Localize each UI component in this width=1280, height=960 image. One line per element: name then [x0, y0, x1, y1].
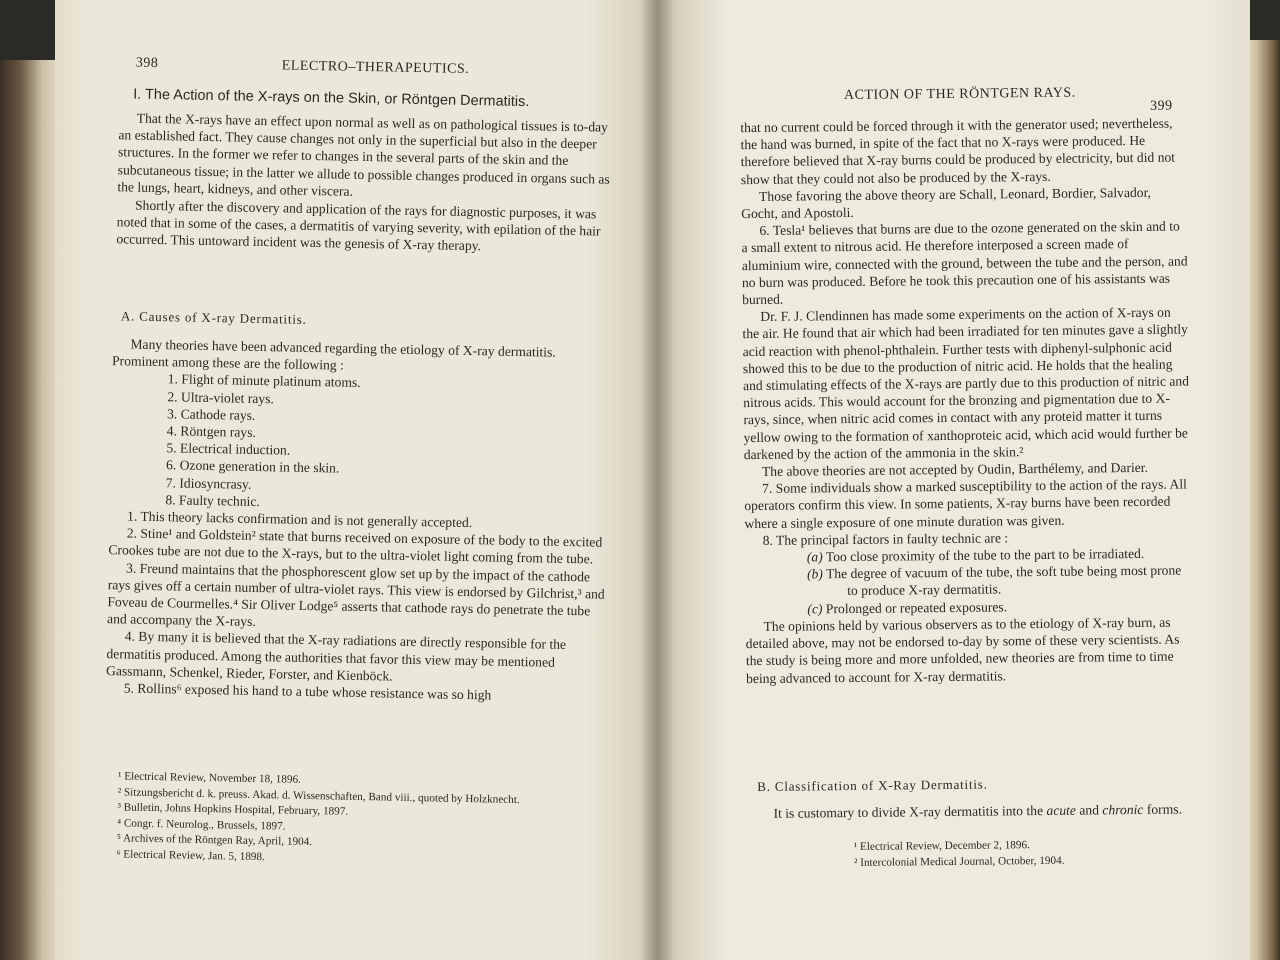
left-body-2	[106, 335, 611, 706]
list-item: 5. Electrical induction.	[166, 440, 291, 458]
factor-text: Too close proximity of the tube to the part to be irradiated.	[825, 546, 1145, 565]
left-para-1: That the X-rays have an effect upon normal as well as on pathological tissues is to-day an established fact. They cause changes not only in the superficial but also in the deeper structures. In the former we refer to changes in the several parts of the skin and the subcutaneous tissue; in the latter we allude to possible changes produced in organs such as the lungs, heart, kidneys, and other viscera.	[117, 110, 610, 199]
factor-letter: (b)	[806, 566, 823, 582]
right-para-4: Dr. F. J. Clendinnen has made some experiments on the action of X-rays on the air. He found that air which had been irradiated for ten minutes gave a slightly acid reaction with phenol-phthalein. Further tests with diphenyl-sulphonic acid showed this to be due to the production of nitric acid. He holds that the healing and stimulating effects of the X-rays are partly due to this production of nitric and nitrous acids. This would account for the bronzing and pigmentation due to X-rays, since, when nitric acid comes in contact with any proteid matter it turns yellow owing to the formation of xanthoproteic acid, which acid would further be darkened by the action of the ammonia in the skin.²	[742, 304, 1190, 462]
right-para-8: The opinions held by various observers as to the etiology of X-ray burn, as detailed above, may not be endorsed to-day by some of these very scientists. As the study is being more and more unfolded, new theories are from time to time being advanced to account for X-ray dermatitis.	[745, 614, 1180, 686]
left-para-3: Many theories have been advanced regarding the etiology of X-ray dermatitis. Prominent among these are the following :	[111, 336, 556, 373]
running-head-left: ELECTRO–THERAPEUTICS.	[281, 58, 470, 77]
factor-letter: (c)	[807, 600, 823, 617]
right-footnotes	[854, 836, 1194, 871]
para9-chronic: chronic	[1102, 801, 1144, 818]
list-item: 3. Cathode rays.	[166, 406, 256, 423]
para9-acute: acute	[1046, 802, 1077, 818]
page-number-right: 399	[1150, 98, 1173, 114]
right-para-3: 6. Tesla¹ believes that burns are due to the ozone generated on the skin and to a small extent to nitrous acid. He therefore interposed a screen made of aluminium wire, connected with the ground, between the tube and the person, and no burn was produced. Before he took this precaution one of his assistants was burned.	[741, 218, 1188, 308]
subsection-title-a: A. Causes of X-ray Dermatitis.	[120, 308, 307, 327]
left-para-2: Shortly after the discovery and application of the rays for diagnostic purposes, it was noted that in some of the cases, a dermatitis of varying severity, with epilation of the hair occurred. This untoward incident was the genesis of X-ray therapy.	[116, 197, 601, 254]
left-para-p5: 5. Rollins⁶ exposed his hand to a tube whose resistance was so high	[123, 680, 492, 703]
footnote: ⁵ Archives of the Röntgen Ray, April, 1904.	[116, 832, 313, 849]
page-number-left: 398	[135, 55, 159, 71]
footnote: ⁶ Electrical Review, Jan. 5, 1898.	[116, 847, 265, 863]
list-item: 4. Röntgen rays.	[166, 423, 256, 440]
causes-list	[109, 370, 610, 517]
footnote: ⁴ Congr. f. Neurolog., Brussels, 1897.	[117, 816, 286, 833]
subsection-title-b: B. Classification of X-Ray Dermatitis.	[757, 776, 988, 794]
right-para-2: Those favoring the above theory are Schall, Leonard, Bordier, Salvador, Gocht, and Apostoli.	[741, 184, 1151, 222]
factor-item	[745, 562, 1191, 601]
list-item: 2. Ultra-violet rays.	[167, 388, 275, 406]
list-item: 1. Flight of minute platinum atoms.	[167, 371, 361, 391]
list-item: 8. Faulty technic.	[165, 492, 260, 509]
right-para-7: 8. The principal factors in faulty technic are :	[762, 530, 1009, 548]
list-item: 7. Idiosyncrasy.	[165, 474, 252, 492]
footnote: ² Intercolonial Medical Journal, October, 1904.	[853, 854, 1065, 869]
right-page	[657, 0, 1250, 960]
para9-text: It is customary to divide X-ray dermatitis into the	[773, 803, 1044, 821]
left-para-p3: 3. Freund maintains that the phosphorescent glow set up by the impact of the cathode rays gives off a certain number of ultra-violet rays. This view is endorsed by Gilchrist,³ and Foveau de Courmelles.⁴ Sir Oliver Lodge⁵ asserts that cathode rays do penetrate the tube and accompany the X-rays.	[106, 560, 605, 630]
factor-text: The degree of vacuum of the tube, the soft tube being most prone to produce X-ray dermatitis.	[825, 562, 1182, 599]
book-edge-left	[0, 60, 60, 960]
right-body-2	[755, 800, 1201, 822]
footnote: ¹ Electrical Review, November 18, 1896.	[117, 770, 302, 786]
left-footnotes	[96, 769, 598, 872]
left-body	[116, 109, 617, 257]
left-para-p2: 2. Stine¹ and Goldstein² state that burns received on exposure of the body to the excited Crookes tube are not due to the X-rays, but to the ultra-violet light coming from the tube.	[108, 525, 603, 567]
running-head-right: ACTION OF THE RÖNTGEN RAYS.	[843, 85, 1076, 104]
footnote: ³ Bulletin, Johns Hopkins Hospital, February, 1897.	[117, 801, 349, 818]
factor-letter: (a)	[806, 549, 823, 565]
footnote: ¹ Electrical Review, December 2, 1896.	[853, 839, 1030, 853]
left-page	[55, 0, 657, 960]
right-para-9	[755, 800, 1201, 822]
left-para-p4: 4. By many it is believed that the X-ray radiations are directly responsible for the dermatitis produced. Among the authorities that favor this view may be mentioned Gassmann, Schenkel, Rieder, Forster, and Kienböck.	[105, 628, 567, 684]
footnote: ² Sitzungsbericht d. k. preuss. Akad. d. Wissenschaften, Band viii., quoted by Holzknecht.	[117, 785, 520, 806]
right-para-1: that no current could be forced through it with the generator used; nevertheless, the hand was burned, in spite of the fact that no X-rays were produced. He therefore believed that X-ray burns could be produced by electricity, but did not show that they could not also be produced by the X-rays.	[740, 115, 1176, 187]
section-title: I. The Action of the X-rays on the Skin, or Röntgen Dermatitis.	[133, 86, 530, 111]
right-para-6: 7. Some individuals show a marked susceptibility to the action of the rays. All operators confirm this view. In some patients, X-ray burns have been recorded where a single exposure of one minute duration was given.	[744, 476, 1187, 531]
right-para-5: The above theories are not accepted by Oudin, Barthélemy, and Darier.	[761, 459, 1149, 479]
para9-and: and	[1079, 802, 1100, 818]
left-para-p1: 1. This theory lacks confirmation and is not generally accepted.	[126, 508, 473, 531]
right-body	[740, 114, 1192, 686]
factor-text: Prolonged or repeated exposures.	[825, 599, 1008, 616]
list-item: 6. Ozone generation in the skin.	[165, 457, 340, 476]
para9-end: forms.	[1146, 801, 1183, 817]
